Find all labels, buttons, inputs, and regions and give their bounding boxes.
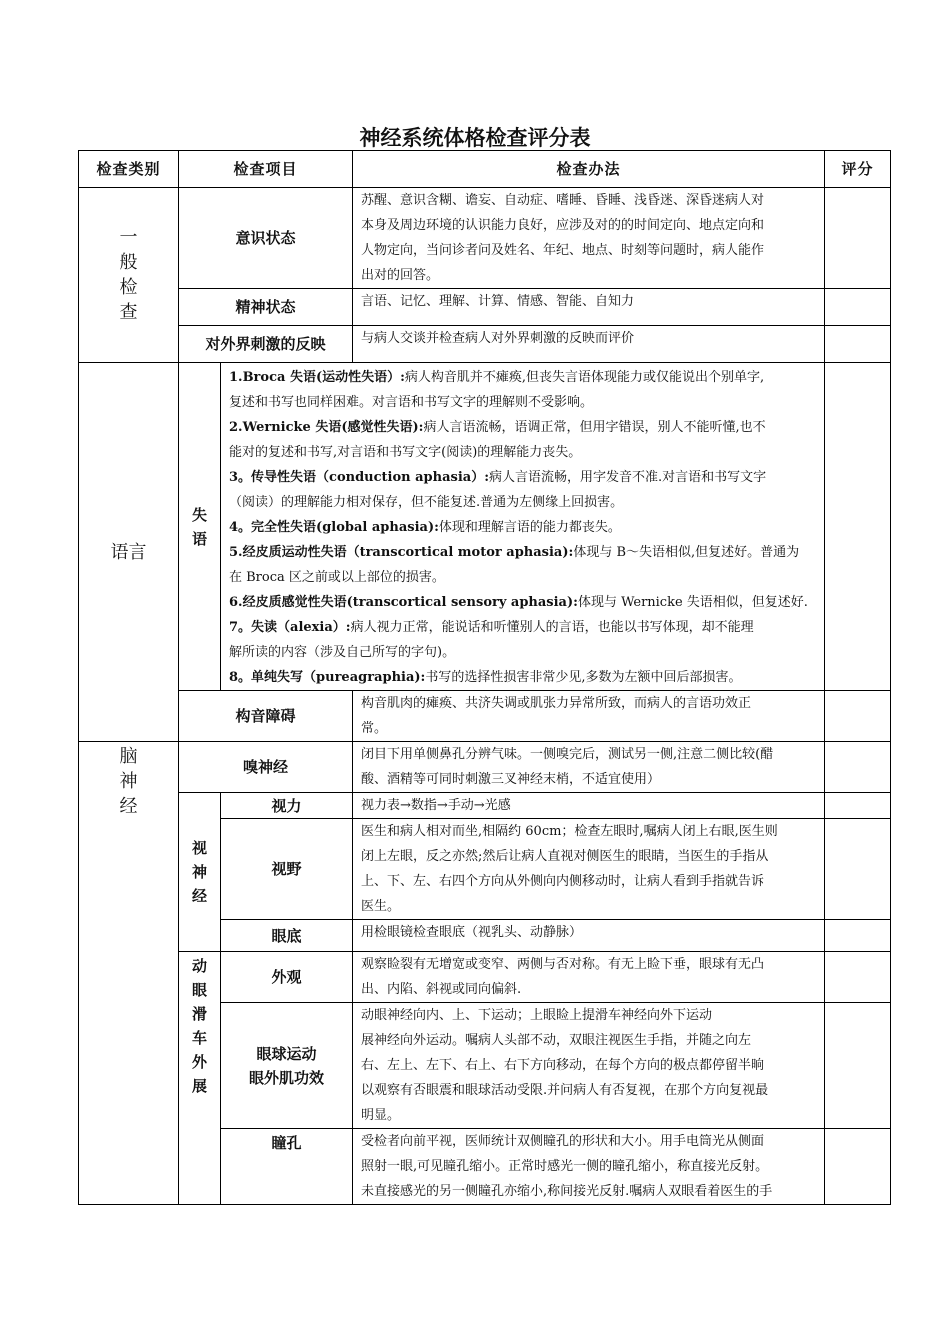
aphasia-text: 病人言语流畅，用字发音不准.对言语和书写文字 [489, 470, 767, 485]
page-title: 神经系统体格检查评分表 [359, 126, 591, 150]
item-appearance: 外观 [221, 952, 353, 1003]
method-line: 出、内陷、斜视或同向偏斜. [361, 982, 522, 997]
aphasia-text: 病人视力正常，能说话和听懂别人的言语，也能以书写体现，却不能理 [350, 620, 754, 635]
aphasia-text: 病人言语流畅，语调正常，但用字错误，别人不能听懂,也不 [423, 420, 766, 435]
item-pupil: 瞳孔 [221, 1129, 353, 1205]
item-eye-movement-line2: 眼外肌功效 [249, 1068, 325, 1087]
method-line: 医生和病人相对而坐,相隔约 60cm；检查左眼时,嘱病人闭上右眼,医生则 [361, 824, 778, 839]
aphasia-term: 2.Wernicke 失语(感觉性失语): [229, 420, 424, 435]
method-visual-acuity [353, 793, 825, 819]
item-eye-movement [221, 1003, 353, 1129]
score-cell [825, 326, 891, 363]
method-line: 视力表→数指→手动→光感 [361, 798, 511, 813]
score-cell [825, 952, 891, 1003]
aphasia-text: 体现与 B～失语相似,但复述好。普通为 [573, 545, 800, 560]
aphasia-item [229, 415, 818, 465]
table-row [79, 363, 891, 691]
aphasia-item [229, 365, 818, 415]
method-appearance [353, 952, 825, 1003]
method-line: 言语、记忆、理解、计算、情感、智能、自知力 [361, 294, 635, 309]
aphasia-term: 5.经皮质运动性失语（transcortical motor aphasia): [229, 545, 574, 560]
item-olfactory: 嗅神经 [179, 742, 353, 793]
score-cell [825, 920, 891, 952]
table-row [79, 793, 891, 819]
method-dysarthria [353, 691, 825, 742]
method-line: 苏醒、意识含糊、谵妄、自动症、嗜睡、昏睡、浅昏迷、深昏迷病人对 [361, 193, 765, 208]
category-general [79, 188, 179, 363]
aphasia-text: 体现和理解言语的能力都丧失。 [438, 520, 621, 535]
aphasia-label-text: 失语 [191, 505, 207, 548]
item-eye-movement-line1: 眼球运动 [256, 1044, 317, 1063]
score-cell [825, 188, 891, 289]
item-consciousness: 意识状态 [179, 188, 353, 289]
aphasia-item [229, 615, 818, 665]
header-category: 检查类别 [79, 151, 179, 188]
optic-nerve-label [179, 793, 221, 952]
method-line: 与病人交谈并检查病人对外界刺激的反映而评价 [361, 331, 635, 346]
aphasia-types [221, 363, 825, 691]
aphasia-text: 体现与 Wernicke 失语相似，但复述好. [577, 595, 808, 610]
aphasia-term: 7。失读（alexia）: [229, 620, 351, 635]
aphasia-term: 4。完全性失语(global aphasia): [229, 520, 439, 535]
method-line: 观察睑裂有无增宽或变窄、两侧与否对称。有无上睑下垂，眼球有无凸 [361, 957, 765, 972]
method-line: 上、下、左、右四个方向从外侧向内侧移动时，让病人看到手指就告诉 [361, 874, 765, 889]
header-row [79, 151, 891, 188]
table-row [79, 188, 891, 289]
aphasia-item [229, 515, 818, 540]
score-cell [825, 742, 891, 793]
method-fundus [353, 920, 825, 952]
aphasia-item [229, 590, 818, 615]
header-method: 检查办法 [353, 151, 825, 188]
aphasia-text-cont: （阅读）的理解能力相对保存，但不能复述.普通为左侧缘上回损害。 [229, 495, 624, 510]
category-general-text: 一般检查 [119, 227, 138, 323]
item-stimulus-response: 对外界刺激的反映 [179, 326, 353, 363]
aphasia-text: 病人构音肌并不瘫痪,但丧失言语体现能力或仅能说出个别单字, [404, 370, 765, 385]
aphasia-term: 6.经皮质感觉性失语(transcortical sensory aphasia): [229, 595, 578, 610]
oculomotor-label [179, 952, 221, 1205]
score-cell [825, 819, 891, 920]
method-line: 本身及周边环境的认识能力良好，应涉及对的的时间定向、地点定向和 [361, 218, 765, 233]
aphasia-text-cont: 能对的复述和书写,对言语和书写文字(阅读)的理解能力丧失。 [229, 445, 582, 460]
table-row [79, 742, 891, 793]
method-line: 酸、酒精等可同时刺激三叉神经末梢，不适宜使用） [361, 772, 661, 787]
aphasia-term: 8。单纯失写（pureagraphia): [229, 670, 426, 685]
item-dysarthria: 构音障碍 [179, 691, 353, 742]
table-row [79, 952, 891, 1003]
aphasia-item [229, 540, 818, 590]
category-cranial-text: 脑神经 [119, 746, 138, 817]
evaluation-table [78, 150, 891, 1205]
method-line: 闭目下用单侧鼻孔分辨气味。一侧嗅完后，测试另一侧,注意二侧比较(醋 [361, 747, 774, 762]
category-language: 语言 [79, 363, 179, 742]
score-cell [825, 1003, 891, 1129]
method-stimulus-response [353, 326, 825, 363]
aphasia-term: 1.Broca 失语(运动性失语）: [229, 370, 405, 385]
score-cell [825, 691, 891, 742]
table-row [79, 289, 891, 326]
method-line: 右、左上、左下、右上、右下方向移动，在每个方向的极点都停留半晌 [361, 1058, 765, 1073]
method-line: 用检眼镜检查眼底（视乳头、动静脉） [361, 925, 583, 940]
item-fundus: 眼底 [221, 920, 353, 952]
score-cell [825, 1129, 891, 1205]
score-cell [825, 363, 891, 691]
optic-nerve-label-text: 视神经 [191, 839, 207, 905]
aphasia-text-cont: 复述和书写也同样困难。对言语和书写文字的理解则不受影响。 [229, 395, 594, 410]
header-item: 检查项目 [179, 151, 353, 188]
aphasia-item [229, 665, 818, 690]
method-visual-field [353, 819, 825, 920]
method-eye-movement [353, 1003, 825, 1129]
method-line: 未直接感光的另一侧瞳孔亦缩小,称间接光反射.嘱病人双眼看着医生的手 [361, 1184, 773, 1199]
table-row [79, 691, 891, 742]
method-line: 出对的回答。 [361, 268, 440, 283]
score-cell [825, 289, 891, 326]
item-mental-state: 精神状态 [179, 289, 353, 326]
method-line: 受检者向前平视，医师统计双侧瞳孔的形状和大小。用手电筒光从侧面 [361, 1134, 765, 1149]
header-score: 评分 [825, 151, 891, 188]
method-olfactory [353, 742, 825, 793]
method-line: 医生。 [361, 899, 401, 914]
oculomotor-label-text: 动眼滑车外展 [191, 957, 207, 1095]
method-consciousness [353, 188, 825, 289]
method-line: 明显。 [361, 1108, 401, 1123]
category-cranial [79, 742, 179, 1205]
method-line: 常。 [361, 721, 388, 736]
score-cell [825, 793, 891, 819]
method-line: 动眼神经向内、上、下运动；上眼睑上提滑车神经向外下运动 [361, 1008, 713, 1023]
method-line: 照射一眼,可见瞳孔缩小。正常时感光一侧的瞳孔缩小，称直接光反射。 [361, 1159, 769, 1174]
method-mental-state [353, 289, 825, 326]
item-visual-acuity: 视力 [221, 793, 353, 819]
table-row [79, 326, 891, 363]
method-line: 展神经向外运动。嘱病人头部不动，双眼注视医生手指，并随之向左 [361, 1033, 752, 1048]
aphasia-text-cont: 在 Broca 区之前或以上部位的损害。 [229, 570, 445, 585]
aphasia-item [229, 465, 818, 515]
item-visual-field: 视野 [221, 819, 353, 920]
aphasia-label [179, 363, 221, 691]
aphasia-text: 书写的选择性损害非常少见,多数为左额中回后部损害。 [425, 670, 742, 685]
method-line: 以观察有否眼震和眼球活动受限.并问病人有否复视，在那个方向复视最 [361, 1083, 769, 1098]
method-line: 人物定向，当问诊者问及姓名、年纪、地点、时刻等问题时，病人能作 [361, 243, 765, 258]
aphasia-term: 3。传导性失语（conduction aphasia）: [229, 470, 490, 485]
method-line: 构音肌肉的瘫痪、共济失调或肌张力异常所致，而病人的言语功效正 [361, 696, 752, 711]
method-line: 闭上左眼，反之亦然;然后让病人直视对侧医生的眼睛，当医生的手指从 [361, 849, 769, 864]
aphasia-text-cont: 解所读的内容（涉及自己所写的字句)。 [229, 645, 456, 660]
method-pupil [353, 1129, 825, 1205]
